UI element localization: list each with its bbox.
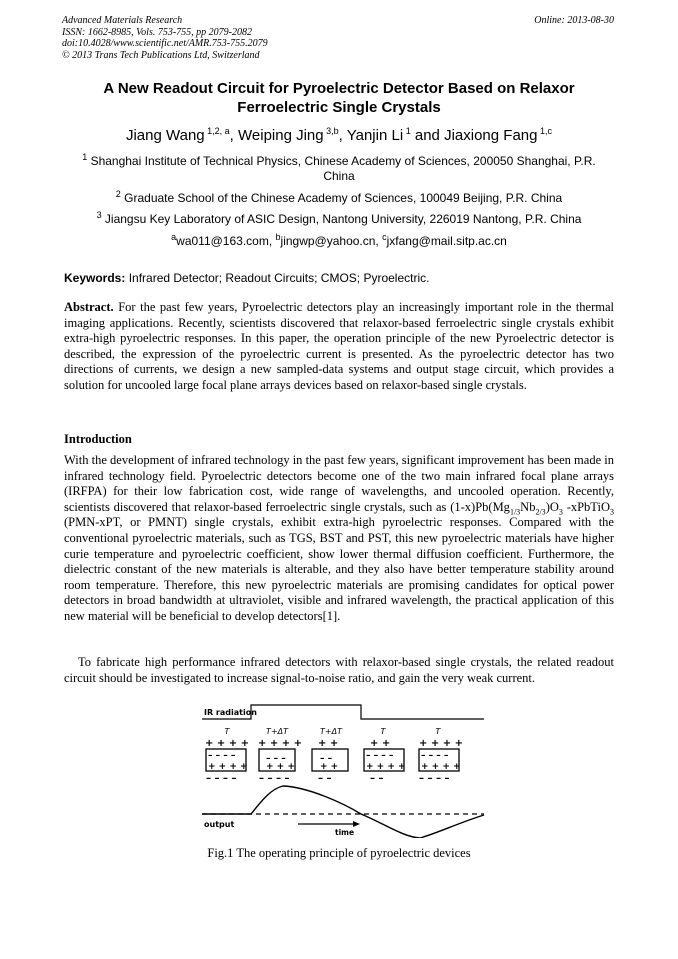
paragraph-text: Nb <box>520 499 536 514</box>
author-affil: 3,b <box>326 126 339 136</box>
paragraph-text: (PMN-xPT, or PMNT) single crystals, exhibit extra-high pyroelectric responses. Compared with the conventional pyroelectric materials, such as TGS, BST and PST, this new pyroelectric materials have higher curie temperature and pyroelectric coefficient, show lower thermal diffusion coefficient. Furthermore, the dielectric constant of the new materials is alterable, and they also have better temperature stability around room temperature. Therefore, this new pyroelectric materials are promising candidates for optical power detectors in broad bandwidth at ultraviolet, visible and infrared wavelength, the practical application of this new material will be beneficial to develop detectors[1]. <box>64 515 614 623</box>
svg-text:– –: – – <box>320 754 333 764</box>
figure-caption: Fig.1 The operating principle of pyroelectric devices <box>207 846 471 860</box>
svg-text:+ +: + + <box>320 762 339 772</box>
title-line-2: Ferroelectric Single Crystals <box>237 99 441 116</box>
paragraph-text: )O <box>545 499 559 514</box>
issn-line: ISSN: 1662-8985, Vols. 753-755, pp 2079-2082 <box>62 26 252 38</box>
section-heading: Introduction <box>64 432 132 446</box>
svg-text:– – – –: – – – – <box>208 751 236 761</box>
paragraph-text: With the development of infrared technology in the past few years, significant improvement has been made in infrared technology field. Pyroelectric detectors become one of the two main infrared focal plane arrays (IRFPA) for their low fabrication cost, wide range of wavelengths, and uncooled operation. Recently, scientists discovered that relaxor-based ferroelectric single crystals, such as (1-x)Pb(Mg <box>64 453 614 514</box>
journal-name: Advanced Materials Research <box>62 15 183 26</box>
svg-text:+ + + +: + + + + <box>366 762 406 772</box>
abstract <box>64 300 614 394</box>
intro-paragraph-2: To fabricate high performance infrared detectors with relaxor-based single crystals, the related readout circuit should be investigated to increase signal-to-noise ratio, and gain the very weak current. <box>64 655 614 685</box>
subscript: 3 <box>558 507 563 517</box>
author-separator: , <box>338 127 347 144</box>
online-date: Online: 2013-08-30 <box>534 15 614 26</box>
keywords-label: Keywords: <box>64 271 126 285</box>
email-marker: b <box>275 232 281 242</box>
paper-title <box>60 79 618 117</box>
abstract-text: For the past few years, Pyroelectric detectors play an increasingly important role in the thermal imaging applications. Recently, scientists discovered that relaxor-based ferroelectric single crystals exhibit extra-high pyroelectric responses. In this paper, the operation principle of the new Pyroelectric detector is described, the expression of the pyroelectric current is presented. As the pyroelectric detector has two directions of currents, we design a new sampled-data systems and output stage circuit, which provides a solution for uncooled large focal plane arrays devices based on relaxor-based single crystals. <box>64 300 615 392</box>
subscript: 1/3 <box>509 507 521 517</box>
copyright-line: © 2013 Trans Tech Publications Ltd, Switzerland <box>62 49 260 61</box>
svg-text:+ +: + + <box>318 738 339 749</box>
author-name: Jiaxiong Fang <box>444 127 538 144</box>
affiliation-number: 2 <box>115 189 121 199</box>
author-affil: 1 <box>405 126 411 136</box>
author-separator: , <box>229 127 239 144</box>
output-label: output <box>204 820 235 829</box>
running-header <box>62 15 268 61</box>
author-affil: 1,2, a <box>207 126 230 136</box>
svg-text:+ + +: + + + <box>266 762 295 772</box>
svg-text:– – – –: – – – – <box>419 773 450 784</box>
svg-text:+ +: + + <box>370 738 391 749</box>
keywords-text: Infrared Detector; Readout Circuits; CMOS; Pyroelectric. <box>128 271 430 285</box>
svg-text:+ + + +: + + + + <box>205 738 249 749</box>
subscript: 3 <box>610 507 614 517</box>
affiliation-1 <box>70 154 608 184</box>
author-name: Weiping Jing <box>238 127 324 144</box>
abstract-label: Abstract. <box>64 300 114 314</box>
affiliation-number: 1 <box>82 152 88 162</box>
affiliation-text: Graduate School of the Chinese Academy of Sciences, 100049 Beijing, P.R. China <box>124 191 563 205</box>
doi-line: doi:10.4028/www.scientific.net/AMR.753-755.2079 <box>62 38 268 49</box>
svg-text:+ + + +: + + + + <box>258 738 302 749</box>
affiliation-3 <box>70 212 608 227</box>
figure-diagram <box>198 703 488 838</box>
email-marker: a <box>171 232 177 242</box>
svg-text:– – –: – – – <box>266 754 286 764</box>
temp-label: T+ΔT <box>320 727 342 736</box>
temp-label: T+ΔT <box>266 727 288 736</box>
crystal-state-4 <box>364 738 406 784</box>
figure-1 <box>198 703 488 838</box>
ir-radiation-label: IR radiation <box>204 708 257 717</box>
svg-text:+ + + +: + + + + <box>208 762 248 772</box>
email-link[interactable]: jingwp@yahoo.cn, <box>280 234 383 248</box>
arrow-head-icon <box>353 821 360 827</box>
email-line <box>70 234 608 249</box>
svg-text:+ + + +: + + + + <box>421 762 461 772</box>
svg-text:– – – –: – – – – <box>421 751 449 761</box>
author-list <box>60 126 618 145</box>
crystal-state-3 <box>312 738 348 784</box>
affiliation-number: 3 <box>96 210 102 220</box>
email-link[interactable]: jxfang@mail.sitp.ac.cn <box>386 234 507 248</box>
crystal-state-1 <box>205 738 249 784</box>
crystal-state-2 <box>258 738 302 784</box>
temp-label: T <box>435 727 441 736</box>
keywords <box>64 271 614 286</box>
svg-text:+ + + +: + + + + <box>419 738 463 749</box>
email-marker: c <box>382 232 387 242</box>
crystal-state-5 <box>419 738 463 784</box>
subscript: 2/3 <box>535 507 546 517</box>
paragraph-text: -xPbTiO <box>562 499 610 514</box>
svg-text:– –: – – <box>318 773 332 784</box>
author-name: Yanjin Li <box>346 127 404 144</box>
temp-label: T <box>224 727 230 736</box>
temp-label: T <box>380 727 386 736</box>
intro-paragraph-1 <box>64 453 614 625</box>
email-link[interactable]: wa011@163.com, <box>176 234 276 248</box>
time-label: time <box>335 828 355 837</box>
affiliation-text: Jiangsu Key Laboratory of ASIC Design, Nantong University, 226019 Nantong, P.R. China <box>104 212 582 226</box>
author-affil: 1,c <box>540 126 553 136</box>
svg-text:– – – –: – – – – <box>206 773 237 784</box>
author-name: Jiang Wang <box>125 127 205 144</box>
svg-text:– – – –: – – – – <box>366 751 394 761</box>
affiliation-2 <box>70 191 608 206</box>
title-line-1: A New Readout Circuit for Pyroelectric Detector Based on Relaxor <box>103 80 575 97</box>
affiliation-text: Shanghai Institute of Technical Physics, Chinese Academy of Sciences, 200050 Shanghai, P.R. China <box>90 154 596 183</box>
author-separator: and <box>410 127 445 144</box>
svg-text:– –: – – <box>370 773 384 784</box>
svg-text:– – – –: – – – – <box>259 773 290 784</box>
